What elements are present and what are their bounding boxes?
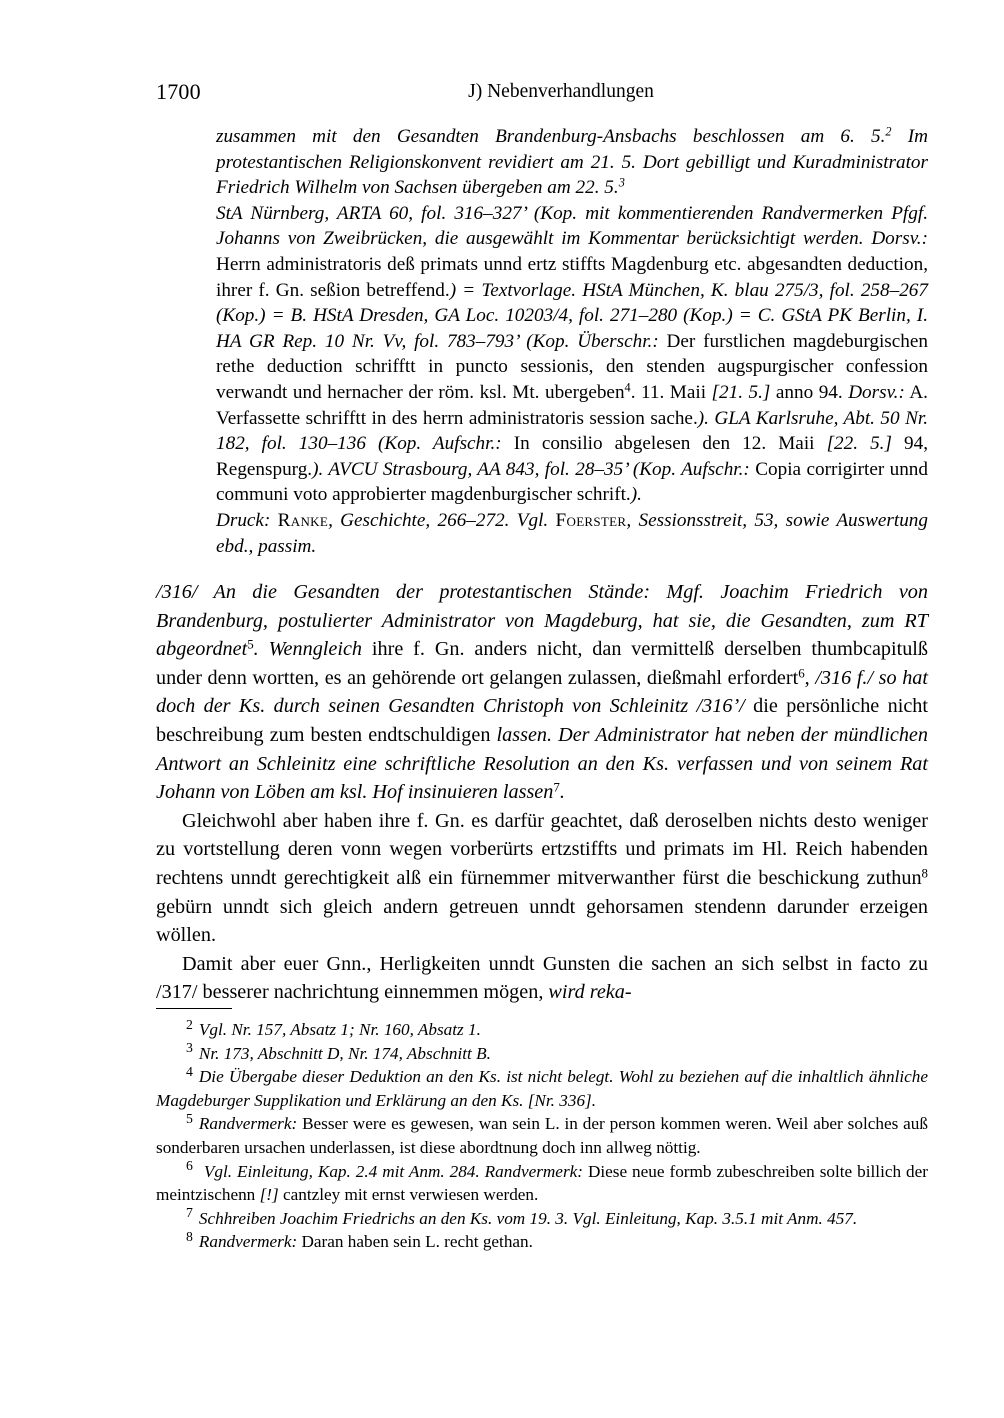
ms-ref-roman-a: Herrn administratoris deß primats unnd ertz stiffts Magdenburg etc. abgesandten deduction, ihrer f. Gn. seßion betreffend. (216, 253, 928, 301)
footnote-ref-4[interactable]: 4 (624, 380, 631, 395)
footnote-item (156, 1018, 928, 1042)
druck-label: Druck: (216, 509, 271, 531)
p3-text: Damit aber euer Gnn., Herligkeiten unndt Gunsten die sachen an sich selbst in facto zu /317/ besserer nachrichtung einnemmen mögen, (156, 952, 928, 1004)
footnote-italic-a: Schhreiben Joachim Friedrichs an den Ks. vom 19. 3. Vgl. Einleitung, Kap. 3.5.1 mit Anm. 457. (198, 1208, 858, 1228)
dating-note (216, 124, 928, 201)
ms-ref-roman-c: . 11. Maii (630, 381, 712, 403)
footnote-separator-rule (156, 1008, 232, 1009)
footnote-italic-a: Vgl. Einleitung, Kap. 2.4 mit Anm. 284. Randvermerk: (198, 1161, 583, 1181)
ms-ref-italic-e: ). GLA Karlsruhe, Abt. 50 Nr. 182, fol. 130–136 (Kop. Aufschr.: (216, 407, 928, 455)
footnote-roman-a: Besser were es gewesen, wan sein L. in der person kommen weren. Weil aber solches auß sonderbaren ursachen underlassen, ist diese abordtnung doch inn allweg nöttig. (156, 1114, 928, 1157)
p3-italic-tail: wird reka- (548, 981, 632, 1004)
p2-text-a: Gleichwohl aber haben ihre f. Gn. es darfür geachtet, daß deroselben nichts desto weniger zu vortstellung deren vonn wegen vorberürts ertzstiffts und primats im Hl. Reich habenden rechtens unndt gerechtigkeit alß ein fürnemmer mitverwanther fürst die beschickung zuthun (156, 809, 928, 890)
footnote-item (156, 1112, 928, 1159)
footnote-item (156, 1230, 928, 1254)
druck-ref-2: , Sessionsstreit, 53, sowie Auswertung ebd., passim. (216, 509, 928, 557)
footnote-ref-3[interactable]: 3 (618, 175, 625, 190)
ms-ref-roman-d: anno 94. (770, 381, 849, 403)
ms-ref-italic-f: [22. 5.] (826, 433, 892, 455)
footnote-italic-a: Randvermerk: (198, 1114, 298, 1134)
dating-text-a: zusammen mit den Gesandten Brandenburg-Ansbachs beschlossen am 6. 5. (216, 126, 886, 147)
p2-text-b: gebürn unndt sich gleich andern getreuen unndt gehorsamen stendenn darunder erzeigen wöllen. (156, 895, 928, 947)
p1-italic-e: . (559, 781, 565, 804)
footnote-ref-5[interactable]: 5 (247, 636, 254, 652)
paragraph-gleichwohl (156, 807, 928, 950)
footnote-number: 3 (186, 1040, 193, 1056)
dating-text-b: Im protestantischen Religionskonvent revidiert am 21. 5. Dort gebilligt und Kuradministrator Friedrich Wilhelm von Sachsen übergeben am 22. 5. (216, 126, 928, 199)
footnote-ref-7[interactable]: 7 (553, 779, 560, 795)
footnote-item (156, 1042, 928, 1066)
footnote-ref-8[interactable]: 8 (921, 865, 928, 881)
ms-ref-roman-b: Der furstlichen magdeburgischen rethe deduction schrifftt in puncto sessionis, den stenden augspurgischer confession verwandt und hernacher der röm. ksl. Mt. ubergeben (216, 330, 928, 403)
paragraph-damit (156, 950, 928, 1007)
text-column (156, 124, 928, 1007)
p1-italic-c: /316 f./ so hat doch der Ks. durch seinen Gesandten Christoph von Schleinitz /316’/ (156, 666, 928, 718)
ms-ref-italic-a: StA Nürnberg, ARTA 60, fol. 316–327’ (Kop. mit kommentierenden Randvermerken Pfgf. Johanns von Zweibrücken, die ausgewählt im Kommentar berücksichtigt werden. Dorsv.: (216, 202, 928, 250)
p1-italic-a: /316/ An die Gesandten der protestantischen Stände: Mgf. Joachim Friedrich von Brandenburg, postulierter Administrator von Magdeburg, hat sie, die Gesandten, zum RT abgeordnet (156, 581, 928, 661)
running-title: J) Nebenverhandlungen (468, 81, 654, 102)
ms-ref-roman-f: In consilio abgelesen den 12. Maii (501, 433, 827, 455)
p1-italic-b: . Wenngleich (253, 638, 363, 661)
footnote-roman-a: Daran haben sein L. recht gethan. (297, 1232, 533, 1252)
footnote-italic-a: Vgl. Nr. 157, Absatz 1; Nr. 160, Absatz 1. (198, 1020, 481, 1039)
print-references (216, 508, 928, 559)
p1-roman-b: , (804, 666, 816, 689)
p1-italic-d: lassen. Der Administrator hat neben der mündlichen Antwort an Schleinitz eine schriftliche Resolution an den Ks. verfassen und von seinem Rat Johann von Löben am ksl. Hof insinuieren lassen (156, 724, 928, 804)
footnote-item (156, 1207, 928, 1231)
footnote-italic-b: [!] (259, 1185, 279, 1205)
running-head (156, 78, 928, 106)
ms-ref-italic-d: Dorsv.: (848, 381, 905, 403)
ms-ref-italic-b: ) = Textvorlage. HStA München, K. blau 275/3, fol. 258–267 (Kop.) = B. HStA Dresden, GA Loc. 10203/4, fol. 271–280 (Kop.) = C. GStA PK Berlin, I. HA GR Rep. 10 Nr. Vv, fol. 783–793’ (Kop. Überschr.: (216, 279, 928, 352)
druck-ref-1: , Geschichte, 266–272. Vgl. (328, 509, 556, 531)
footnote-roman-b: cantzley mit ernst verwiesen werden. (278, 1185, 539, 1205)
footnote-italic-a: Die Übergabe dieser Deduktion an den Ks. ist nicht belegt. Wohl zu beziehen auf die inhaltlich ähnliche Magdeburger Supplikation und Erklärung an den Ks. [Nr. 336]. (156, 1067, 928, 1110)
p1-roman-a: ihre f. Gn. anders nicht, dan vermittelß derselben thumbcapitulß under denn wortten, es an gehörende ort gelangen zulassen, dießmahl erfordert (156, 638, 929, 689)
footnote-ref-6[interactable]: 6 (798, 665, 805, 681)
ms-ref-italic-h: ). (630, 484, 642, 506)
footnote-italic-a: Nr. 173, Abschnitt D, Nr. 174, Abschnitt B. (198, 1043, 491, 1063)
source-apparatus-block (216, 124, 928, 559)
ms-ref-italic-g: ). AVCU Strasbourg, AA 843, fol. 28–35’ (Kop. Aufschr.: (312, 458, 750, 480)
ms-ref-roman-g: 94, Regenspurg. (216, 433, 929, 480)
footnote-roman-a: Diese neue formb zubeschreiben solte billich der meintzischenn (156, 1161, 928, 1205)
druck-author-foerster: Foerster (555, 509, 627, 531)
footnote-ref-2[interactable]: 2 (885, 124, 892, 139)
footnote-area (156, 1008, 928, 1254)
footnote-item (156, 1160, 928, 1207)
page-number: 1700 (156, 79, 201, 104)
footnote-italic-a: Randvermerk: (198, 1232, 298, 1252)
ms-ref-roman-h: Copia corrigirter unnd communi voto approbierter magdenburgischer schrift. (216, 458, 928, 506)
footnote-number: 5 (186, 1111, 193, 1127)
footnote-item (156, 1065, 928, 1112)
manuscript-references (216, 201, 928, 508)
footnote-number: 6 (186, 1158, 193, 1174)
edited-text-block (156, 578, 928, 1007)
footnote-number: 7 (186, 1205, 193, 1221)
druck-author-ranke: Ranke (277, 509, 329, 531)
p1-roman-c: die persönliche nicht beschreibung zum besten endtschuldigen (156, 695, 928, 747)
paragraph-316 (156, 578, 928, 807)
footnote-number: 8 (186, 1229, 193, 1245)
ms-ref-roman-e: A. Verfassette schrifftt in des herrn administratoris session sache. (216, 381, 928, 429)
footnote-number: 4 (186, 1063, 193, 1079)
footnote-number: 2 (186, 1016, 193, 1032)
ms-ref-italic-c: [21. 5.] (711, 381, 771, 403)
